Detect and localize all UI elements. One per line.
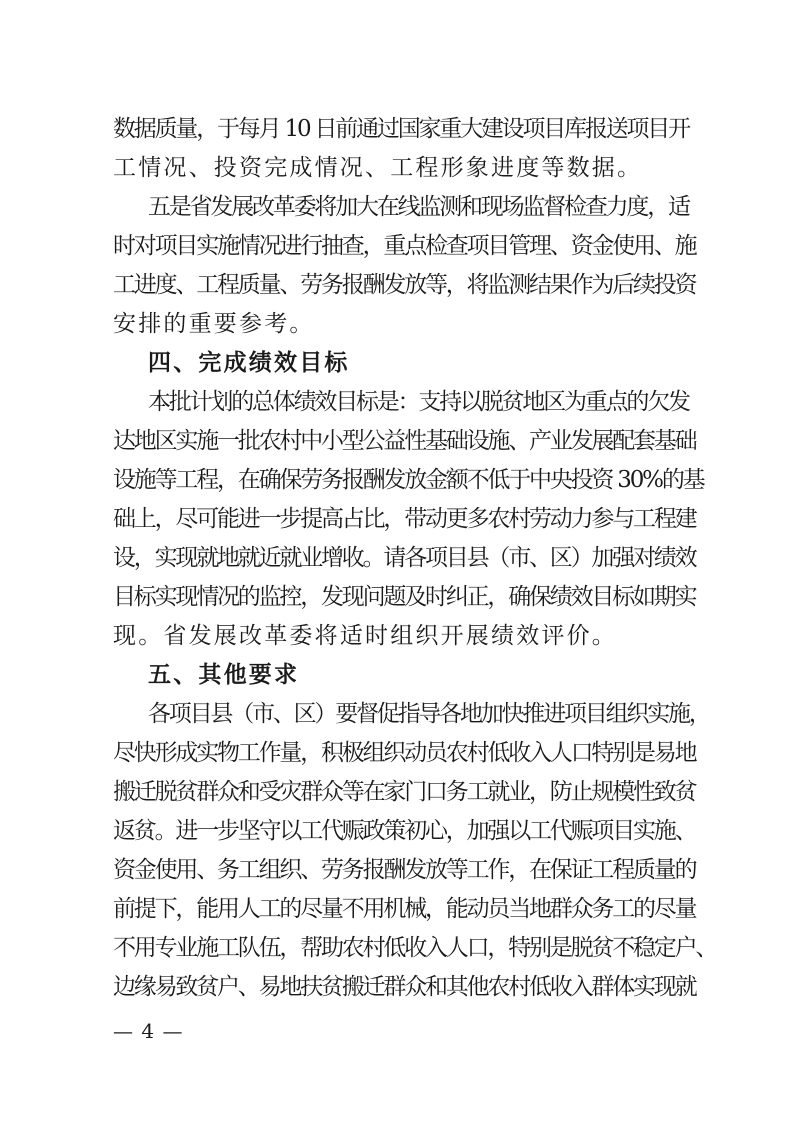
text-line: 达地区实施一批农村中小型公益性基础设施、产业发展配套基础 [113, 428, 696, 454]
paragraph-first-line: 各项目县（市、区）要督促指导各地加快推进项目组织实施， [148, 701, 710, 727]
text-line: 设，实现就地就近就业增收。请各项目县（市、区）加强对绩效 [113, 545, 696, 571]
text-line: 前提下，能用人工的尽量不用机械，能动员当地群众务工的尽量 [113, 896, 696, 922]
paragraph-first-line: 本批计划的总体绩效目标是：支持以脱贫地区为重点的欠发 [148, 389, 689, 415]
text-line: 搬迁脱贫群众和受灾群众等在家门口务工就业，防止规模性致贫 [113, 779, 696, 805]
text-line: 数据质量，于每月 10 日前通过国家重大建设项目库报送项目开 [113, 116, 689, 142]
text-line: 工进度、工程质量、劳务报酬发放等，将监测结果作为后续投资 [113, 272, 696, 298]
text-line: 目标实现情况的监控，发现问题及时纠正，确保绩效目标如期实 [113, 584, 696, 610]
text-line: 边缘易致贫户、易地扶贫搬迁群众和其他农村低收入群体实现就 [113, 974, 696, 1000]
page-number: — 4 — [113, 1019, 184, 1043]
text-line: 安排的重要参考。 [113, 311, 315, 337]
text-line: 现。省发展改革委将适时组织开展绩效评价。 [113, 623, 617, 649]
text-line: 设施等工程，在确保劳务报酬发放金额不低于中央投资 30%的基 [113, 467, 704, 493]
text-line: 工情况、投资完成情况、工程形象进度等数据。 [113, 155, 643, 181]
section-heading-other-requirements: 五、其他要求 [148, 662, 300, 688]
text-line: 时对项目实施情况进行抽查，重点检查项目管理、资金使用、施 [113, 233, 696, 259]
text-line: 返贫。进一步坚守以工代赈政策初心，加强以工代赈项目实施、 [113, 818, 696, 844]
text-line: 不用专业施工队伍，帮助农村低收入人口，特别是脱贫不稳定户、 [113, 935, 717, 961]
text-line: 资金使用、务工组织、劳务报酬发放等工作，在保证工程质量的 [113, 857, 696, 883]
section-heading-performance: 四、完成绩效目标 [148, 350, 350, 376]
text-line: 础上，尽可能进一步提高占比，带动更多农村劳动力参与工程建 [113, 506, 696, 532]
text-line: 尽快形成实物工作量，积极组织动员农村低收入人口特别是易地 [113, 740, 696, 766]
paragraph-first-line: 五是省发展改革委将加大在线监测和现场监督检查力度，适 [148, 194, 689, 220]
